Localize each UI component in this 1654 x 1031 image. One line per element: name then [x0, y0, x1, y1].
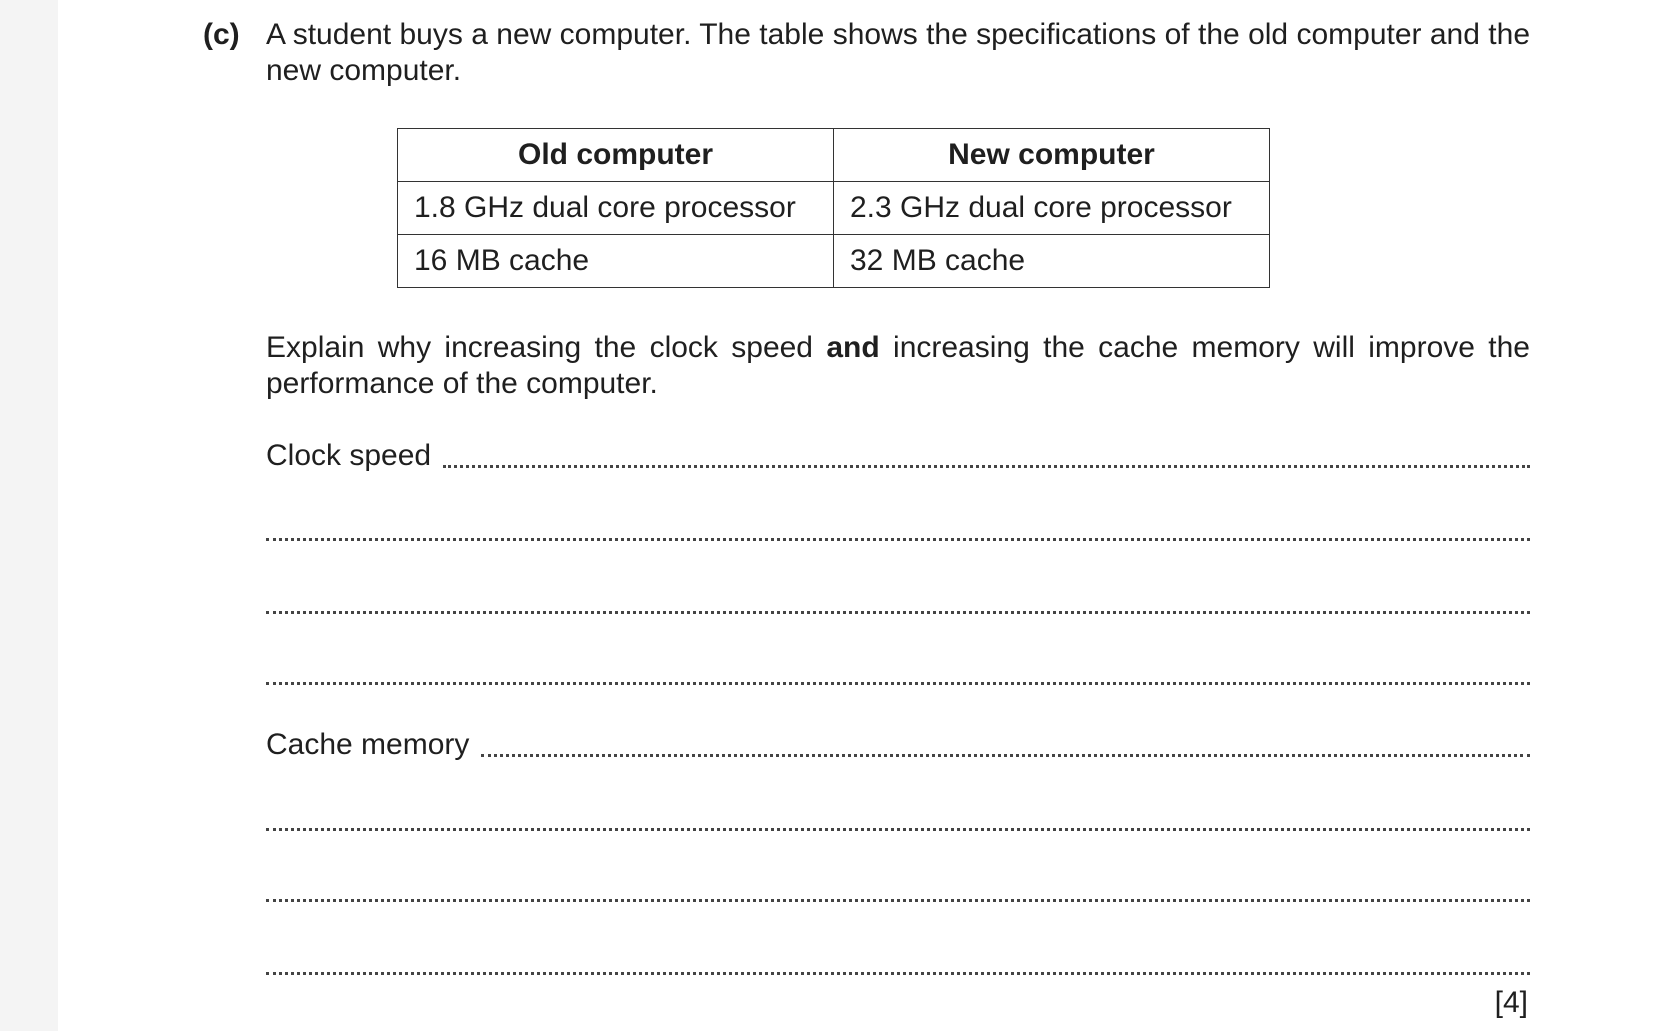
specification-table	[397, 128, 1270, 288]
clock-speed-answer-line-4[interactable]	[266, 655, 1530, 691]
dotted-line	[443, 465, 1530, 468]
instruction-text-end: increasing the cache memory will improve the performance of the computer.	[266, 331, 1530, 400]
cache-memory-answer-line-3[interactable]	[266, 872, 1530, 908]
instruction-bold-and: and	[826, 331, 880, 364]
cache-memory-answer-line-2[interactable]	[266, 801, 1530, 837]
table-header-row	[398, 129, 1270, 182]
new-cache-cell: 32 MB cache	[834, 235, 1270, 288]
marks-allocation: [4]	[1494, 986, 1528, 1019]
dotted-line	[481, 754, 1530, 757]
table-row	[398, 182, 1270, 235]
instruction-text-start: Explain why increasing the clock speed	[266, 331, 827, 364]
question-part-label: (c)	[203, 18, 240, 51]
question-intro: A student buys a new computer. The table shows the specifications of the old computer and the new computer.	[266, 18, 1530, 87]
new-processor-cell: 2.3 GHz dual core processor	[834, 182, 1270, 235]
clock-speed-label: Clock speed	[266, 439, 432, 472]
old-cache-cell: 16 MB cache	[398, 235, 834, 288]
cache-memory-answer-line-1[interactable]	[266, 727, 1530, 763]
header-new-computer: New computer	[834, 129, 1270, 182]
cache-memory-label: Cache memory	[266, 728, 470, 761]
header-old-computer: Old computer	[398, 129, 834, 182]
clock-speed-answer-line-1[interactable]	[266, 438, 1530, 474]
dotted-line	[266, 899, 1530, 902]
dotted-line	[266, 828, 1530, 831]
clock-speed-answer-line-2[interactable]	[266, 511, 1530, 547]
dotted-line	[266, 972, 1530, 975]
old-processor-cell: 1.8 GHz dual core processor	[398, 182, 834, 235]
dotted-line	[266, 611, 1530, 614]
table-row	[398, 235, 1270, 288]
clock-speed-answer-line-3[interactable]	[266, 584, 1530, 620]
dotted-line	[266, 538, 1530, 541]
dotted-line	[266, 682, 1530, 685]
question-instruction	[266, 330, 1530, 402]
cache-memory-answer-line-4[interactable]	[266, 945, 1530, 981]
